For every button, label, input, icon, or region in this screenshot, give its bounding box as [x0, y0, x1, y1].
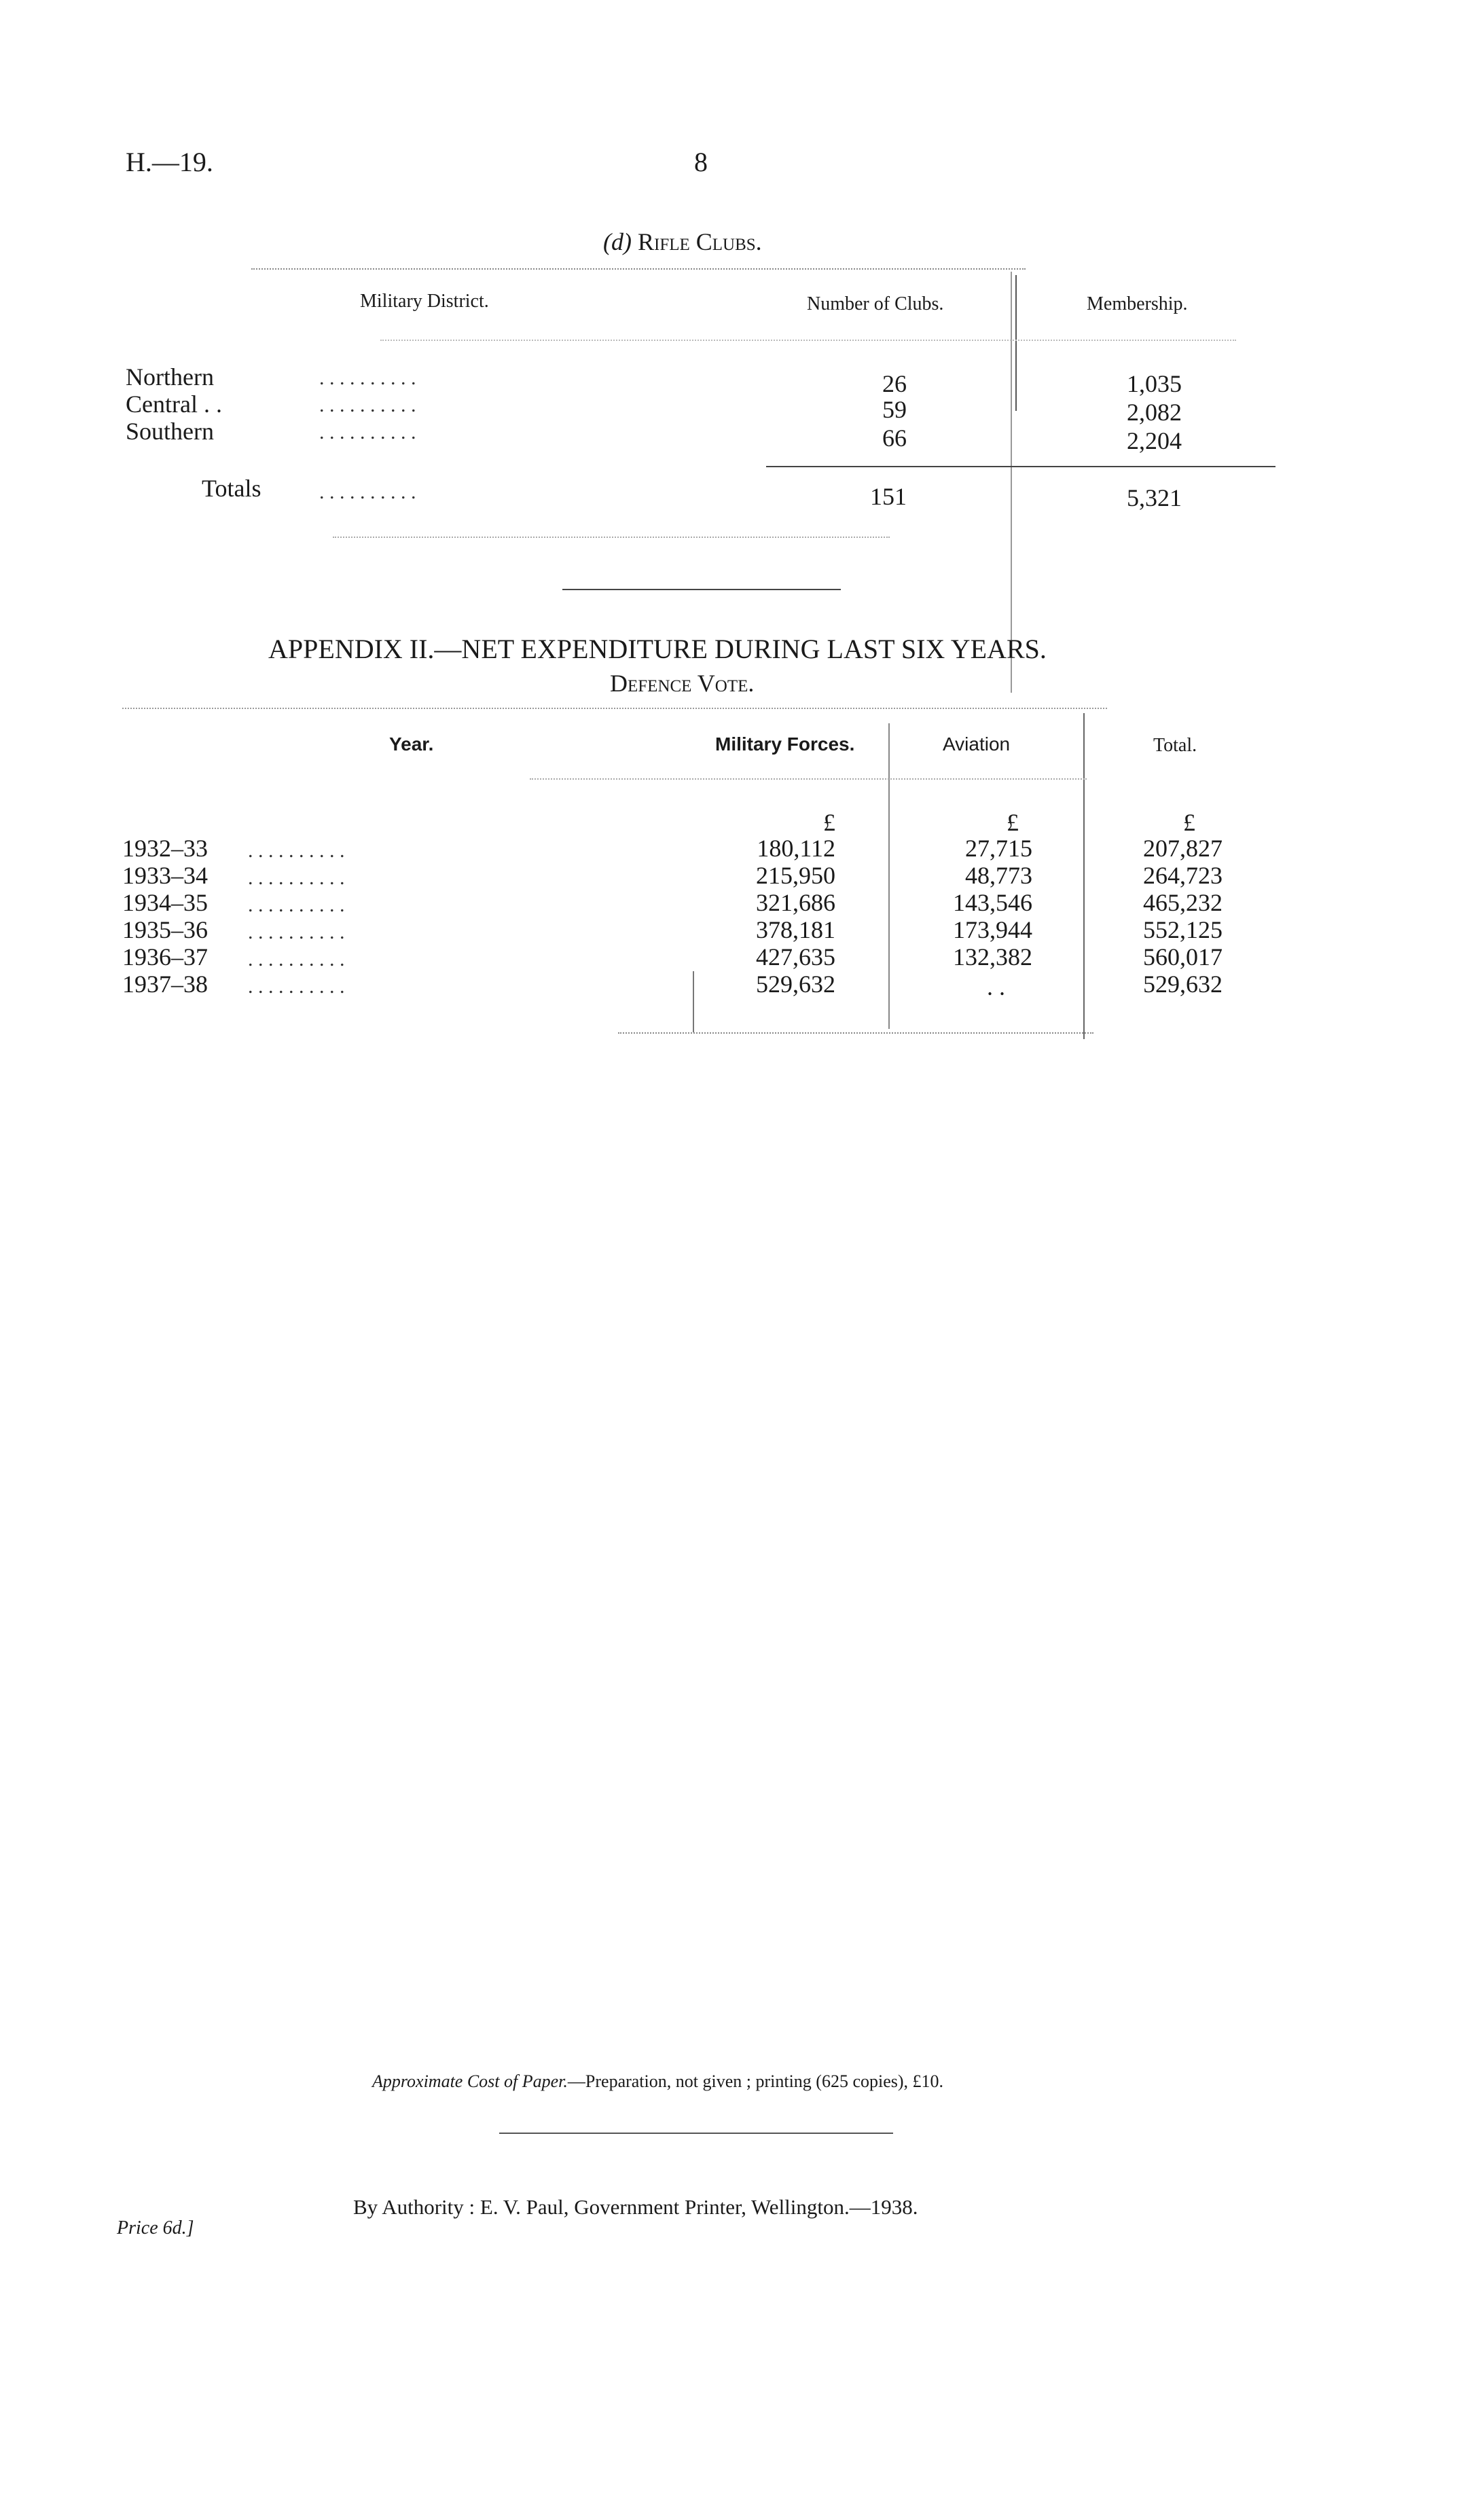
- rifle-clubs-label: Rifle Clubs.: [637, 228, 762, 255]
- totals-label: Totals: [202, 475, 261, 502]
- section-separator: [562, 589, 841, 590]
- total-cell: 529,632: [1143, 971, 1223, 998]
- cost-of-paper-note: [372, 2071, 943, 2092]
- appendix-title: APPENDIX II.—NET EXPENDITURE DURING LAST SIX YEARS.: [268, 634, 1047, 664]
- cost-of-paper-label: Approximate Cost of Paper.: [372, 2071, 568, 2091]
- appendix-bottom-rule: [618, 1032, 1093, 1034]
- membership-southern: 2,204: [1127, 427, 1182, 454]
- district-southern: Southern: [126, 418, 214, 445]
- rifle-clubs-label-prefix: (d): [603, 228, 632, 255]
- aviation-cell: 143,546: [953, 889, 1032, 916]
- membership-northern: 1,035: [1127, 370, 1182, 397]
- column-header-military: Military Forces.: [715, 733, 855, 755]
- aviation-cell: 48,773: [965, 862, 1032, 889]
- appendix-header-rule: [530, 778, 1087, 780]
- rifle-table-divider-1: [1011, 272, 1012, 693]
- leader-dots: . . . . . . . . . .: [319, 421, 416, 443]
- rifle-table-divider-2: [1015, 275, 1017, 411]
- military-cell: 378,181: [756, 916, 835, 943]
- year-cell: 1936–37: [122, 943, 208, 971]
- total-cell: 552,125: [1143, 916, 1223, 943]
- leader-dots: . . . . . . . . . .: [319, 481, 416, 503]
- total-cell: 264,723: [1143, 862, 1223, 889]
- rifle-table-bottom-rule: [333, 537, 890, 538]
- membership-total: 5,321: [1127, 484, 1182, 511]
- column-header-district: Military District.: [360, 291, 489, 312]
- leader-dots: . . . . . . . . . .: [248, 948, 345, 971]
- year-cell: 1932–33: [122, 835, 208, 862]
- currency-military: £: [823, 809, 835, 836]
- membership-central: 2,082: [1127, 399, 1182, 426]
- district-northern: Northern: [126, 363, 214, 391]
- rifle-table-header-rule: [380, 340, 1236, 341]
- leader-dots: . . . . . . . . . .: [248, 867, 345, 889]
- clubs-total: 151: [870, 483, 907, 510]
- printer-authority: By Authority : E. V. Paul, Government Printer, Wellington.—1938.: [353, 2195, 918, 2219]
- clubs-northern: 26: [882, 370, 907, 397]
- column-header-aviation: Aviation: [943, 733, 1011, 755]
- rifle-clubs-caption: [603, 228, 762, 256]
- appendix-subtitle: Defence Vote.: [610, 670, 755, 697]
- district-central: Central . .: [126, 391, 222, 418]
- leader-dots: . . . . . . . . . .: [319, 394, 416, 416]
- military-cell: 427,635: [756, 943, 835, 971]
- military-cell: 180,112: [757, 835, 835, 862]
- currency-total: £: [1183, 809, 1195, 836]
- appendix-divider-2: [1083, 713, 1085, 1039]
- column-header-clubs: Number of Clubs.: [807, 293, 944, 314]
- appendix-divider-1: [888, 723, 890, 1029]
- appendix-table-top-rule: [122, 708, 1107, 709]
- aviation-cell: 27,715: [965, 835, 1032, 862]
- cost-of-paper-details: —Preparation, not given ; printing (625 copies), £10.: [567, 2071, 944, 2091]
- column-header-year: Year.: [389, 733, 434, 755]
- document-reference: H.—19.: [126, 147, 213, 177]
- appendix-left-bar: [693, 971, 694, 1032]
- total-cell: 560,017: [1143, 943, 1223, 971]
- rifle-table-top-rule: [251, 268, 1026, 270]
- page-number: 8: [694, 147, 708, 177]
- clubs-southern: 66: [882, 424, 907, 452]
- clubs-central: 59: [882, 396, 907, 423]
- military-cell: 529,632: [756, 971, 835, 998]
- year-cell: 1935–36: [122, 916, 208, 943]
- total-cell: 207,827: [1143, 835, 1223, 862]
- total-cell: 465,232: [1143, 889, 1223, 916]
- leader-dots: . . . . . . . . . .: [248, 894, 345, 916]
- price-note: Price 6d.]: [117, 2217, 194, 2238]
- military-cell: 321,686: [756, 889, 835, 916]
- aviation-cell: 173,944: [953, 916, 1032, 943]
- leader-dots: . . . . . . . . . .: [319, 367, 416, 389]
- currency-aviation: £: [1007, 809, 1019, 836]
- column-header-membership: Membership.: [1087, 293, 1188, 314]
- aviation-cell: . .: [987, 973, 1005, 1000]
- year-cell: 1934–35: [122, 889, 208, 916]
- column-header-total: Total.: [1153, 735, 1197, 756]
- leader-dots: . . . . . . . . . .: [248, 975, 345, 998]
- totals-rule: [766, 466, 1275, 467]
- military-cell: 215,950: [756, 862, 835, 889]
- year-cell: 1933–34: [122, 862, 208, 889]
- footer-rule: [499, 2133, 893, 2134]
- leader-dots: . . . . . . . . . .: [248, 839, 345, 862]
- year-cell: 1937–38: [122, 971, 208, 998]
- leader-dots: . . . . . . . . . .: [248, 921, 345, 943]
- aviation-cell: 132,382: [953, 943, 1032, 971]
